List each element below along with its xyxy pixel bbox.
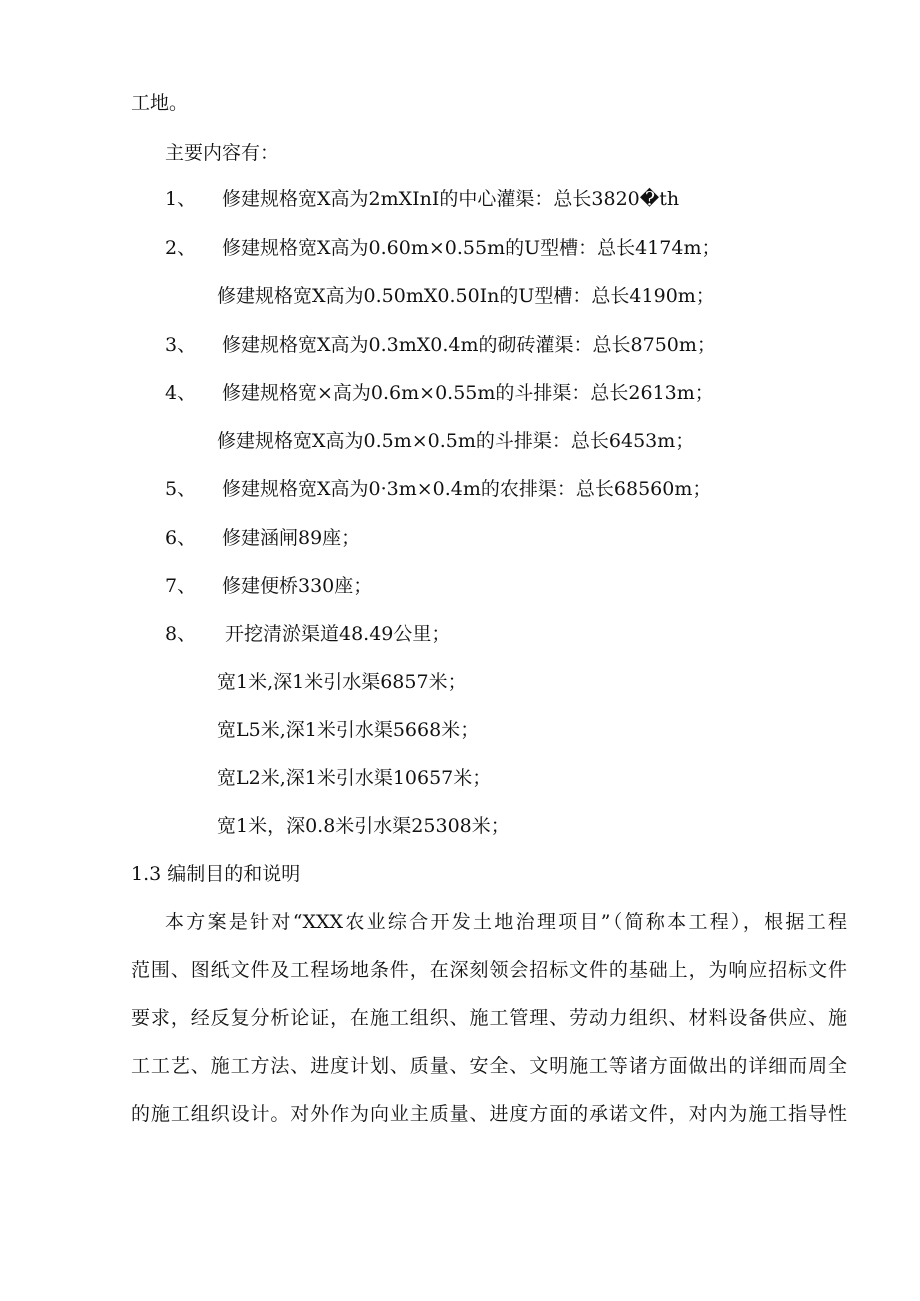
paragraph-line: 工工艺、施工方法、进度计划、质量、安全、文明施工等诸方面做出的详细而周全 [131,1055,847,1077]
item-text: 修建规格宽X高为0.3mX0.4m的砌砖灌渠：总长8750m； [222,334,716,356]
paragraph-line: 要求，经反复分析论证，在施工组织、施工管理、劳动力组织、材料设备供应、施 [131,1007,847,1029]
item-number: 4、 [165,382,197,404]
item-number: 7、 [165,575,197,597]
item-text: 修建规格宽X高为2mXInI的中心灌渠：总长3820�th [222,188,680,210]
item-text: 修建涵闸89座； [222,527,361,549]
item-text: 宽L2米,深1米引水渠10657米； [217,767,492,789]
item-text: 修建规格宽X高为0.5m×0.5m的斗排渠：总长6453m； [217,430,695,452]
item-text: 宽1米，深0.8米引水渠25308米； [217,815,510,837]
item-number: 1、 [165,188,197,210]
item-text: 修建规格宽×高为0.6m×0.55m的斗排渠：总长2613m； [222,382,714,404]
body-paragraph [131,898,847,1138]
item-text: 开挖清淤渠道48.49公里； [225,623,451,645]
item-text: 宽1米,深1米引水渠6857米； [217,671,467,693]
intro-line: 主要内容有： [165,142,280,164]
item-text: 宽L5米,深1米引水渠5668米； [217,719,480,741]
paragraph-line: 本方案是针对“XXX农业综合开发土地治理项目”（简称本工程），根据工程 [165,911,847,933]
item-number: 2、 [165,237,197,259]
item-number: 8、 [165,623,197,645]
item-text: 修建规格宽X高为0.50mX0.50In的U型槽：总长4190m； [217,285,715,307]
item-number: 6、 [165,527,197,549]
item-number: 3、 [165,334,197,356]
section-heading: 1.3 编制目的和说明 [131,863,301,885]
paragraph-line: 的施工组织设计。对外作为向业主质量、进度方面的承诺文件，对内为施工指导性 [131,1103,847,1125]
item-text: 修建规格宽X高为0·3m×0.4m的农排渠：总长68560m； [222,478,712,500]
paragraph-line: 范围、图纸文件及工程场地条件，在深刻领会招标文件的基础上，为响应招标文件 [131,959,847,981]
continuation-line: 工地。 [131,92,189,114]
item-text: 修建规格宽X高为0.60m×0.55m的U型槽：总长4174m； [222,237,721,259]
item-text: 修建便桥330座； [222,575,373,597]
item-number: 5、 [165,478,197,500]
